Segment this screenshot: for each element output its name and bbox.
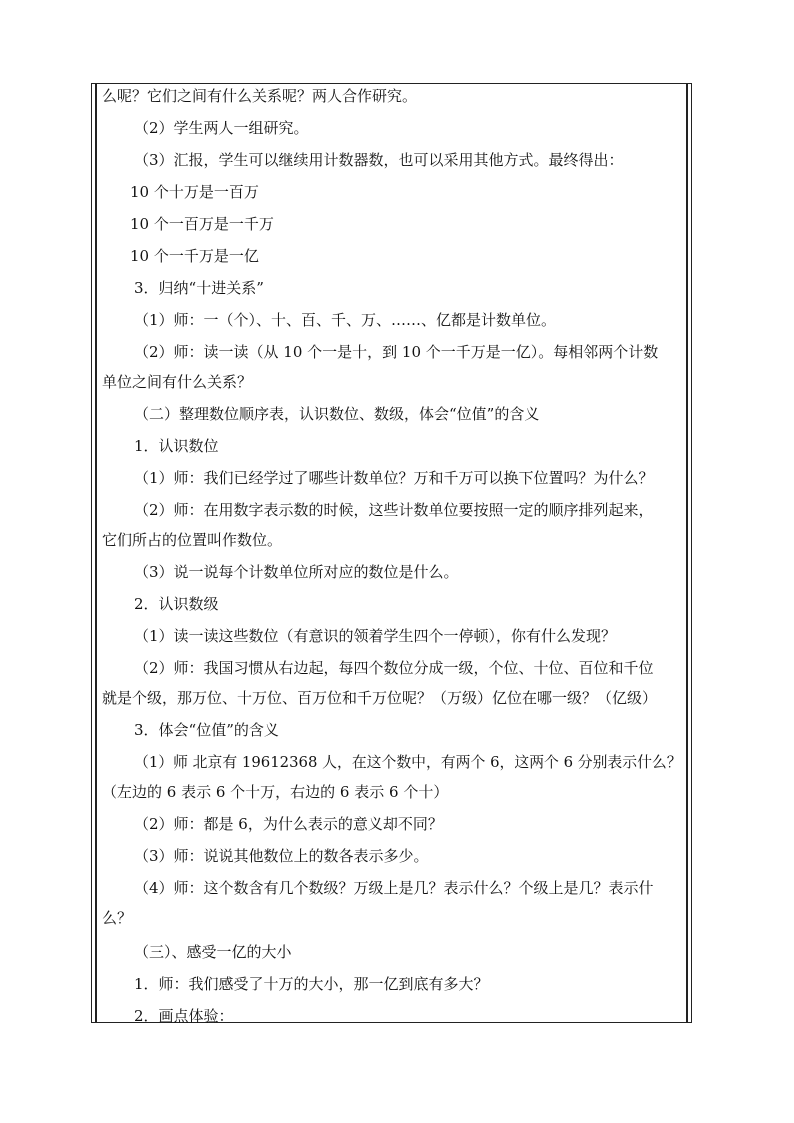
text-line: （1）师：一（个）、十、百、千、万、……、亿都是计数单位。 bbox=[134, 311, 557, 329]
text-line: （2）师：都是 6，为什么表示的意义却不同？ bbox=[134, 815, 443, 833]
table-border-right-inner bbox=[686, 83, 688, 1022]
text-line: （2）师：在用数字表示数的时候，这些计数单位要按照一定的顺序排列起来， bbox=[134, 501, 654, 519]
text-line: （左边的 6 表示 6 个十万，右边的 6 表示 6 个十） bbox=[102, 783, 449, 801]
table-border-left-inner bbox=[95, 83, 97, 1022]
text-line: （2）师：读一读（从 10 个一是十，到 10 个一千万是一亿）。每相邻两个计数 bbox=[134, 343, 659, 361]
text-line: （4）师：这个数含有几个数级？万级上是几？表示什么？个级上是几？表示什 bbox=[134, 879, 654, 897]
subsection-heading: 2．认识数级 bbox=[134, 595, 219, 613]
text-line: （3）说一说每个计数单位所对应的数位是什么。 bbox=[134, 563, 459, 581]
text-line: 2．画点体验： bbox=[134, 1007, 234, 1025]
text-line: 10 个一百万是一千万 bbox=[130, 215, 274, 233]
text-line: 就是个级，那万位、十万位、百万位和千万位呢？（万级）亿位在哪一级？（亿级） bbox=[102, 689, 658, 707]
text-line: （2）学生两人一组研究。 bbox=[134, 119, 309, 137]
text-line: 么呢？它们之间有什么关系呢？两人合作研究。 bbox=[102, 87, 418, 105]
text-line: （1）师 北京有 19612368 人，在这个数中，有两个 6，这两个 6 分别表示什么？ bbox=[134, 753, 682, 771]
text-line: 1．师：我们感受了十万的大小，那一亿到底有多大？ bbox=[134, 975, 489, 993]
text-line: （2）师：我国习惯从右边起，每四个数位分成一级，个位、十位、百位和千位 bbox=[134, 659, 654, 677]
table-border-left-outer bbox=[91, 83, 92, 1022]
section-heading: （三）、感受一亿的大小 bbox=[134, 943, 292, 961]
text-line: 它们所占的位置叫作数位。 bbox=[102, 531, 283, 549]
section-heading: （二）整理数位顺序表，认识数位、数级，体会“位值”的含义 bbox=[134, 405, 540, 423]
text-line: 么？ bbox=[102, 909, 133, 927]
subsection-heading: 3．体会“位值”的含义 bbox=[134, 721, 279, 739]
text-line: （1）师：我们已经学过了哪些计数单位？万和千万可以换下位置吗？为什么？ bbox=[134, 469, 654, 487]
text-line: （3）师：说说其他数位上的数各表示多少。 bbox=[134, 847, 429, 865]
text-line: 3．归纳“十进关系” bbox=[134, 279, 264, 297]
text-line: （3）汇报，学生可以继续用计数器数，也可以采用其他方式。最终得出： bbox=[134, 151, 624, 169]
subsection-heading: 1．认识数位 bbox=[134, 437, 219, 455]
table-border-right-outer bbox=[691, 83, 692, 1022]
text-line: 10 个十万是一百万 bbox=[130, 183, 259, 201]
text-line: 10 个一千万是一亿 bbox=[130, 247, 259, 265]
text-line: （1）读一读这些数位（有意识的领着学生四个一停顿），你有什么发现？ bbox=[134, 627, 617, 645]
text-line: 单位之间有什么关系？ bbox=[102, 373, 253, 391]
